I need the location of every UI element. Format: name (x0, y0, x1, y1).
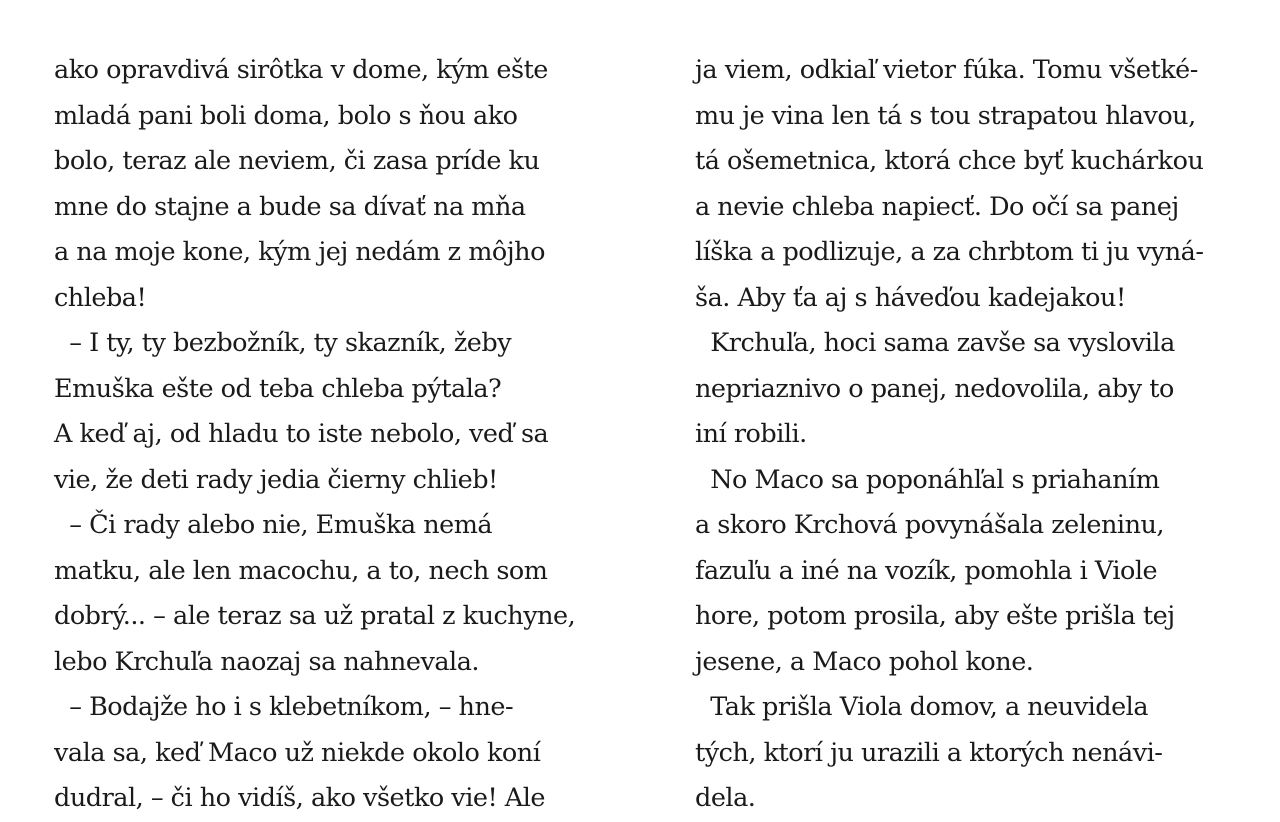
left-page (54, 48, 614, 822)
text-line: Tak prišla Viola domov, a neuvidela (695, 692, 1149, 722)
text-line: vala sa, keď Maco už niekde okolo koní (54, 737, 541, 768)
text-line: lebo Krchuľa naozaj sa nahnevala. (54, 646, 480, 677)
text-line: matku, ale len macochu, a to, nech som (54, 555, 548, 586)
text-line: – Či rady alebo nie, Emuška nemá (54, 510, 493, 540)
text-line: chleba! (54, 282, 147, 313)
text-line: dela. (695, 783, 756, 813)
text-line: ja viem, odkiaľ vietor fúka. Tomu všetké- (695, 55, 1198, 85)
text-line: jesene, a Maco pohol kone. (695, 646, 1034, 677)
text-line: fazuľu a iné na vozík, pomohla i Viole (695, 555, 1158, 586)
text-line: – I ty, ty bezbožník, ty skazník, žeby (54, 328, 512, 358)
text-line: hore, potom prosila, aby ešte prišla tej (695, 601, 1175, 631)
text-line: mu je vina len tá s tou strapatou hlavou, (695, 100, 1196, 131)
text-line: tých, ktorí ju urazili a ktorých nenávi- (695, 737, 1163, 768)
text-line: ša. Aby ťa aj s háveďou kadejakou! (695, 282, 1126, 313)
text-line: a nevie chleba napiecť. Do očí sa panej (695, 191, 1179, 222)
text-line: iní robili. (695, 419, 807, 449)
text-line: a skoro Krchová povynášala zeleninu, (695, 510, 1165, 540)
text-line: – Bodajže ho i s klebetníkom, – hne- (54, 692, 514, 722)
text-line: Emuška ešte od teba chleba pýtala? (54, 373, 502, 404)
text-line: tá ošemetnica, ktorá chce byť kuchárkou (695, 146, 1204, 176)
text-line: A keď aj, od hladu to iste nebolo, veď sa (54, 419, 549, 449)
text-line: dobrý... – ale teraz sa už pratal z kuchyne, (54, 601, 576, 631)
text-line: vie, že deti rady jedia čierny chlieb! (54, 464, 498, 495)
text-line: dudral, – či ho vidíš, ako všetko vie! Ale (54, 783, 545, 813)
text-line: nepriaznivo o panej, nedovolila, aby to (695, 373, 1174, 404)
text-line: mladá pani boli doma, bolo s ňou ako (54, 100, 518, 131)
text-line: Krchuľa, hoci sama zavše sa vyslovila (695, 328, 1175, 358)
right-page (695, 48, 1255, 822)
text-line: líška a podlizuje, a za chrbtom ti ju vyná- (695, 237, 1204, 267)
text-line: ako opravdivá sirôtka v dome, kým ešte (54, 55, 548, 85)
text-line: mne do stajne a bude sa dívať na mňa (54, 191, 526, 222)
text-line: bolo, teraz ale neviem, či zasa príde ku (54, 146, 540, 176)
text-line: a na moje kone, kým jej nedám z môjho (54, 237, 545, 267)
text-line: No Maco sa poponáhľal s priahaním (695, 464, 1160, 495)
